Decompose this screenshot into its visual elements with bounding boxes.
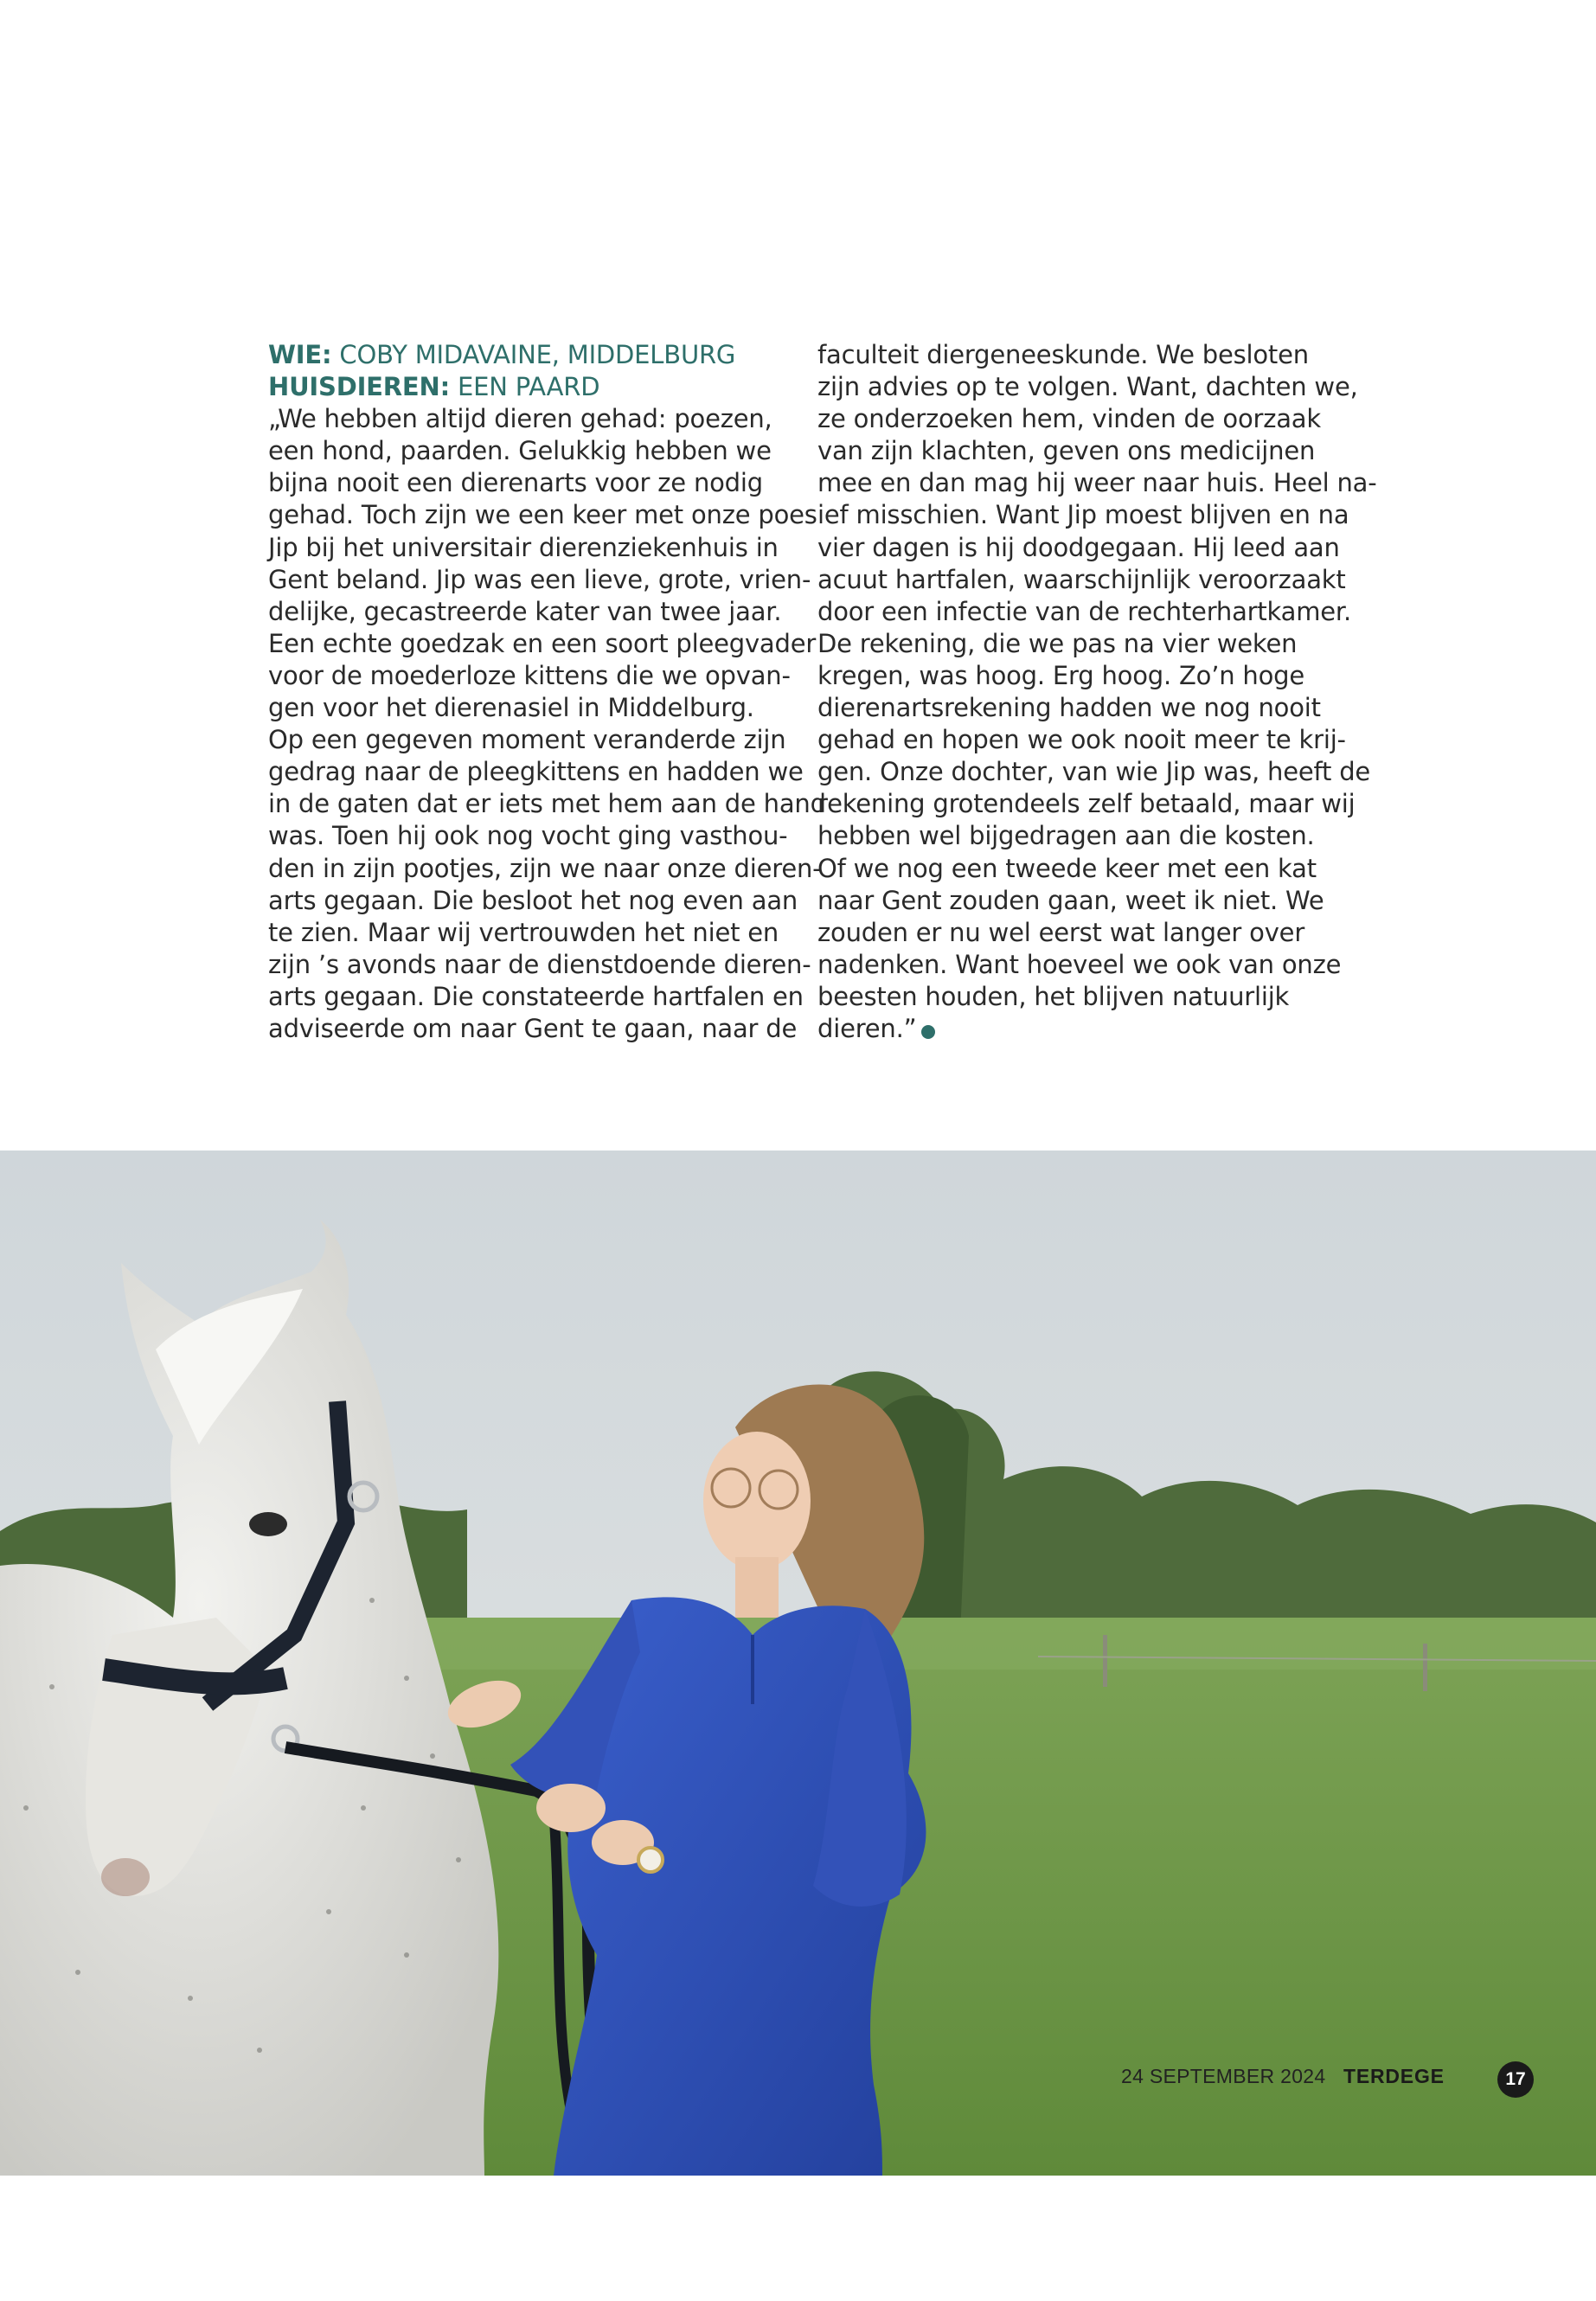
article-text-line: gedrag naar de pleegkittens en hadden we bbox=[268, 757, 804, 787]
article-text-line: een hond, paarden. Gelukkig hebben we bbox=[268, 436, 772, 466]
article-text-line: naar Gent zouden gaan, weet ik niet. We bbox=[817, 885, 1324, 915]
article-text-line: acuut hartfalen, waarschijnlijk veroorzaakt bbox=[817, 564, 1346, 594]
article-text-line: nadenken. Want hoeveel we ook van onze bbox=[817, 949, 1342, 979]
article-text-line: vier dagen is hij doodgegaan. Hij leed aan bbox=[817, 532, 1340, 562]
article-text-line: rekening grotendeels zelf betaald, maar wij bbox=[817, 789, 1356, 819]
article-text-line: ze onderzoeken hem, vinden de oorzaak bbox=[817, 404, 1321, 434]
who-line: WIE: COBY MIDAVAINE, MIDDELBURG bbox=[268, 340, 736, 369]
article-text-line: beesten houden, het blijven natuurlijk bbox=[817, 981, 1290, 1011]
article-photo-woman-with-horse bbox=[0, 1150, 1596, 2176]
article-text-line: ief misschien. Want Jip moest blijven en na bbox=[817, 500, 1349, 530]
article-text-line: bijna nooit een dierenarts voor ze nodig bbox=[268, 468, 763, 498]
article-text-line: kregen, was hoog. Erg hoog. Zo’n hoge bbox=[817, 660, 1304, 690]
article-last-line bbox=[817, 1013, 1336, 1045]
article-text-line: den in zijn pootjes, zijn we naar onze dieren- bbox=[268, 853, 822, 883]
article-text-line: delijke, gecastreerde kater van twee jaar. bbox=[268, 596, 782, 626]
article-text-line: in de gaten dat er iets met hem aan de hand bbox=[268, 789, 826, 819]
article-text-line: arts gegaan. Die besloot het nog even aan bbox=[268, 885, 798, 915]
article-text-line: Of we nog een tweede keer met een kat bbox=[817, 853, 1317, 883]
article-text-line: was. Toen hij ook nog vocht ging vasthou- bbox=[268, 821, 788, 851]
article-text-line: door een infectie van de rechterhartkamer. bbox=[817, 596, 1351, 626]
article-text-line: zijn advies op te volgen. Want, dachten we, bbox=[817, 372, 1358, 402]
article-text-line: dierenartsrekening hadden we nog nooit bbox=[817, 693, 1321, 723]
article-text-line: adviseerde om naar Gent te gaan, naar de bbox=[268, 1013, 798, 1043]
article-text-line: Gent beland. Jip was een lieve, grote, vrien- bbox=[268, 564, 811, 594]
article-text-line: Een echte goedzak en een soort pleegvader bbox=[268, 628, 817, 658]
article-text-line: arts gegaan. Die constateerde hartfalen en bbox=[268, 981, 804, 1011]
article-text-line: gehad en hopen we ook nooit meer te krij- bbox=[817, 725, 1346, 755]
article-text-line: voor de moederloze kittens die we opvan- bbox=[268, 660, 791, 690]
article-column-right bbox=[817, 339, 1377, 1045]
article-text-line: gen. Onze dochter, van wie Jip was, heeft de bbox=[817, 757, 1371, 787]
article-text-line: te zien. Maar wij vertrouwden het niet en bbox=[268, 917, 779, 947]
article-text-line: hebben wel bijgedragen aan die kosten. bbox=[817, 821, 1315, 851]
article-text-line: De rekening, die we pas na vier weken bbox=[817, 628, 1298, 658]
article-column-left bbox=[268, 339, 826, 1045]
article-text-line: van zijn klachten, geven ons medicijnen bbox=[817, 436, 1316, 466]
article-text-line: zijn ’s avonds naar de dienstdoende dieren- bbox=[268, 949, 811, 979]
article-text-line: mee en dan mag hij weer naar huis. Heel na- bbox=[817, 468, 1377, 498]
page-number-badge: 17 bbox=[1497, 2061, 1534, 2098]
article-text-line: dieren.” bbox=[817, 1013, 917, 1043]
article-text-line: gehad. Toch zijn we een keer met onze poes bbox=[268, 500, 817, 530]
article-text-line: „We hebben altijd dieren gehad: poezen, bbox=[268, 404, 772, 434]
pets-line: HUISDIEREN: EEN PAARD bbox=[268, 372, 600, 402]
article-text-line: zouden er nu wel eerst wat langer over bbox=[817, 917, 1305, 947]
article-text-line: gen voor het dierenasiel in Middelburg. bbox=[268, 693, 754, 723]
article-body-right bbox=[817, 339, 1377, 1045]
article-body-left bbox=[268, 403, 826, 1045]
article-text-line: Jip bij het universitair dierenziekenhuis in bbox=[268, 532, 779, 562]
issue-date: 24 SEPTEMBER 2024 bbox=[1121, 2065, 1326, 2087]
end-mark-dot-icon bbox=[921, 1025, 935, 1039]
article-text-line: Op een gegeven moment veranderde zijn bbox=[268, 725, 786, 755]
article-text-line: faculteit diergeneeskunde. We besloten bbox=[817, 340, 1309, 369]
magazine-name: TERDEGE bbox=[1343, 2065, 1445, 2087]
